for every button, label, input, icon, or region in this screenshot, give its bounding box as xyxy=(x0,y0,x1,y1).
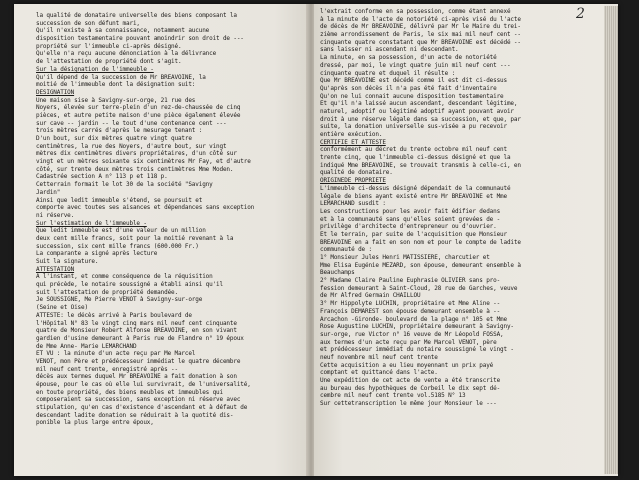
text-line: La minute, en sa possession, d'un acte de notoriété xyxy=(320,54,497,62)
text-line: en toute propriété, des biens meubles et immeubles qui xyxy=(36,388,223,396)
text-line: succession, six cent mille francs (600.000 Fr.) xyxy=(36,242,199,250)
text-line: Qu'il dépend de la succession de Mr BREAVOINE, la xyxy=(36,73,206,81)
text-line: 2° Madame Claire Pauline Euphrasie OLIVIER sans pro- xyxy=(320,277,501,285)
text-line: communauté de : xyxy=(320,246,372,254)
text-line: Ainsi que ledit immeuble s'étend, se poursuit et xyxy=(36,196,203,204)
text-line: cembre mil neuf cent trente vol.5185 N° 13 xyxy=(320,392,466,400)
text-line: entière exécution. xyxy=(320,131,383,138)
text-line: L'immeuble ci-dessus désigné dépendait de la communauté xyxy=(320,184,511,192)
ledger-book xyxy=(14,4,618,476)
text-line: Suit la signature. xyxy=(36,258,99,265)
text-line: CERTIFIE ET ATTESTE xyxy=(320,138,386,146)
text-line: DESIGNATION xyxy=(36,88,75,96)
text-line: mil neuf cent trente, enregistré après -- xyxy=(36,365,178,373)
text-line: Qu'on ne lui connait aucune disposition testamentaire xyxy=(320,92,504,100)
text-line: descendant ladite donation se réduirait à la quotité dis- xyxy=(36,411,234,419)
text-line: moitié de l'immeuble dont la désignation suit: xyxy=(36,81,196,89)
text-line: Beauchamps xyxy=(320,269,355,277)
text-line: au bureau des hypothèques de Corbeil le dix sept dé- xyxy=(320,384,501,392)
text-line: côté, sur trente deux mètres trois centimètres Mme Moden. xyxy=(36,165,234,173)
text-line: Cette acquisition a eu lieu moyennant un prix payé xyxy=(320,361,494,369)
text-line: Noyers, élevée sur terre-plein d'un rez-de-chaussée de cinq xyxy=(36,104,241,112)
text-line: Rose Augustine LUCHIN, propriétaire demeurant à Savigny- xyxy=(320,323,514,331)
text-line: et prédécesseur immédiat du notaire soussigné le vingt - xyxy=(320,346,514,354)
text-line: de Mr Alfred Germain CHAILLOU xyxy=(320,292,421,300)
text-line: stipulation, qu'en cas d'existence d'ascendant et à défaut de xyxy=(36,404,248,412)
text-line: Jardin" xyxy=(36,188,61,196)
right-page xyxy=(314,4,604,476)
text-line: Et qu'il n'a laissé aucun ascendant, descendant légitime, xyxy=(320,100,518,108)
text-line: 3° Mr Hippolyte LUCHIN, propriétaire et Mme Aline -- xyxy=(320,300,501,308)
text-line: LEMARCHAND susdit : xyxy=(320,200,386,208)
text-line: sur-orge, rue Victor n° 16 veuve de Mr Léopold FOSSA, xyxy=(320,330,504,338)
text-line: Cetterrain formait le lot 30 de la société "Savigny xyxy=(36,181,213,189)
text-line: sur cave -- jardin -- le tout d'une contenance cent --- xyxy=(36,119,227,127)
text-line: trente cinq, que l'immeuble ci-dessus désigné et que la xyxy=(320,154,511,162)
text-line: droit à une réserve légale dans sa succession, et que, par xyxy=(320,115,521,123)
page-edges xyxy=(604,6,618,474)
text-line: (Seine et Oise) xyxy=(36,304,88,312)
text-line: de Mme Anne- Marie LEMARCHAND xyxy=(36,342,137,350)
text-line: suite, la donation universelle sus-visée a pu recevoir xyxy=(320,123,507,131)
left-page-text xyxy=(36,12,310,427)
text-line: BREAVOINE en a fait en son nom et pour le compte de ladite xyxy=(320,238,521,246)
text-line: Et le terrain, par suite de l'acquisition que Monsieur xyxy=(320,230,507,238)
text-line: à la minute de l'acte de notoriété ci-après visé du l'acte xyxy=(320,15,521,23)
text-line: propriété sur l'immeuble ci-après désigné. xyxy=(36,42,182,50)
text-line: dressé, par moi, le vingt quatre juin mil neuf cent --- xyxy=(320,61,511,69)
text-line: Que ledit immeuble est d'une valeur de un million xyxy=(36,227,206,235)
text-line: La comparante a signé après lecture xyxy=(36,250,158,258)
text-line: vingt et un mètres soixante six centimètres Mr Fay, et d'autre xyxy=(36,158,251,166)
text-line: ET VU : la minute d'un acte reçu par Me Marcel xyxy=(36,350,196,358)
text-line: D'un bout, sur dix mètres quatre vingt quatre xyxy=(36,135,192,142)
text-line: VENOT, mon Père et prédécesseur immédiat le quatre décembre xyxy=(36,357,241,365)
text-line: Sur l'estimation de l'immeuble - xyxy=(36,219,147,227)
text-line: de l'attestation de propriété dont s'agit. xyxy=(36,58,182,66)
text-line: Une maison sise à Savigny-sur-orge, 21 rue des xyxy=(36,96,196,104)
text-line: ATTESTE: le décès arrivé à Paris boulevard de xyxy=(36,311,192,319)
text-line: conformément au décret du trente octobre mil neuf cent xyxy=(320,146,507,154)
text-line: indiqué Mme BREAVOINE, se trouvait transmis à celle-ci, en xyxy=(320,161,521,169)
text-line: épouse, pour le cas où elle lui survivrait, de l'universalité, xyxy=(36,381,251,388)
text-line: aux termes d'un acte reçu par Me Marcel VENOT, père xyxy=(320,338,497,346)
text-line: pièces, et autre petite maison d'une pièce également élevée xyxy=(36,111,241,119)
text-line: légale de biens ayant existé entre Mr BREAVOINE et Mme xyxy=(320,192,507,200)
text-line: neuf novembre mil neuf cent trente xyxy=(320,353,438,361)
text-line: Les constructions pour les avoir fait édifier dedans xyxy=(320,207,501,215)
text-line: gardien d'usine demeurant à Paris rue de Flandre n° 19 époux xyxy=(36,334,244,342)
text-line: disposition testamentaire pouvant amoindrir son droit de --- xyxy=(36,35,244,43)
text-line: cinquante quatre constatant que Mr BREAVOINE est décédé -- xyxy=(320,38,521,46)
text-line: ponible la plus large entre époux, xyxy=(36,419,154,427)
text-line: sans laisser ni ascendant ni descendant. xyxy=(320,46,459,54)
text-line: ATTESTATION xyxy=(36,265,75,273)
text-line: 1° Monsieur Jules Henri MATISSIERE, charcutier et xyxy=(320,254,490,261)
text-line: Mme Elisa Eugénie MEZARD, son épouse, demeurant ensemble à xyxy=(320,261,521,269)
text-line: privilège d'architecte d'entrepreneur ou d'ouvrier. xyxy=(320,223,497,231)
text-line: mètres dix centimètres divers propriétaires, d'un côté sur xyxy=(36,150,237,158)
text-line: suit l'attestation de propriété demandée. xyxy=(36,288,178,296)
text-line: Qu'après son décès il n'a pas été fait d'inventaire xyxy=(320,84,497,92)
left-page xyxy=(14,4,310,476)
text-line: qualité de donataire. xyxy=(320,169,393,177)
text-line: composeraient sa succession, sans exception ni réserve avec xyxy=(36,396,241,404)
text-line: zième arrondissement de Paris, le six mai mil neuf cent -- xyxy=(320,31,521,39)
text-line: ORIGINEDE PROPRIETE xyxy=(320,177,386,185)
text-line: Cadastrée section A n° 113 p et 118 p. xyxy=(36,173,168,181)
text-line: Je SOUSSIGNE, Me Pierre VENOT à Savigny-sur-orge xyxy=(36,296,203,304)
text-line: deux cent mille francs, soit pour la moitié revenant à la xyxy=(36,234,234,242)
text-line: trois mètres carrés d'après le mesurage tenant : xyxy=(36,127,203,135)
text-line: A l'instant, et comme conséquence de la réquisition xyxy=(36,273,213,281)
text-line: comporte avec toutes ses aisances et dépendances sans exception xyxy=(36,204,255,212)
text-line: Sur cettetranscription le même jour Monsieur le --- xyxy=(320,400,497,408)
text-line: centimètres, la rue des Noyers, d'autre bout, sur vingt xyxy=(36,142,227,150)
text-line: décès aux termes duquel Mr BREAVOINE a fait donation à son xyxy=(36,373,237,381)
text-line: l'extrait conforme en sa possession, comme étant annexé xyxy=(320,8,511,15)
text-line: fession demeurant à Saint-Cloud, 28 rue de Garches, veuve xyxy=(320,284,518,292)
text-line: Que Mr BREAVOINE est décédé comme il est dit ci-dessus xyxy=(320,77,507,85)
text-line: ni réserve. xyxy=(36,211,75,219)
text-line: succession de son défunt mari, xyxy=(36,19,140,27)
text-line: quatre de Monsieur Robert Alfonse BREAVOINE, en son vivant xyxy=(36,327,237,335)
text-line: et à la communauté sans qu'elles soient grevées de - xyxy=(320,215,501,223)
text-line: François DEMAREST son épouse demeurant ensemble à -- xyxy=(320,307,501,315)
text-line: Une expédition de cet acte de vente a été transcrite xyxy=(320,377,501,384)
page-number-mark: 2 xyxy=(576,6,585,22)
text-line: Qu'il n'existe à sa connaissance, notamment aucune xyxy=(36,27,210,35)
text-line: la qualité de donataire universelle des biens composant la xyxy=(36,12,237,19)
text-line: cinquante quatre et duquel il résulte : xyxy=(320,69,456,77)
text-line: Qu'elle n'a reçu aucune dénonciation à la délivrance xyxy=(36,50,217,58)
right-page-text xyxy=(320,8,604,408)
text-line: qui précède, le notaire soussigné a établi ainsi qu'il xyxy=(36,281,223,289)
text-line: l'Hôpital N° 83 le vingt cinq mars mil neuf cent cinquante xyxy=(36,319,237,327)
text-line: Arcachon -Gironde- boulevard de la plage n° 105 et Mme xyxy=(320,315,507,323)
text-line: naturel, adoptif ou légitimé adoptif ayant pouvant avoir xyxy=(320,107,514,115)
text-line: comptant et quittancé dans l'acte. xyxy=(320,369,438,377)
text-line: Sur la désignation de l'immeuble - xyxy=(36,65,154,73)
text-line: de décès de Mr BREAVOINE, délivré par Mr le Maire du trei- xyxy=(320,23,521,31)
